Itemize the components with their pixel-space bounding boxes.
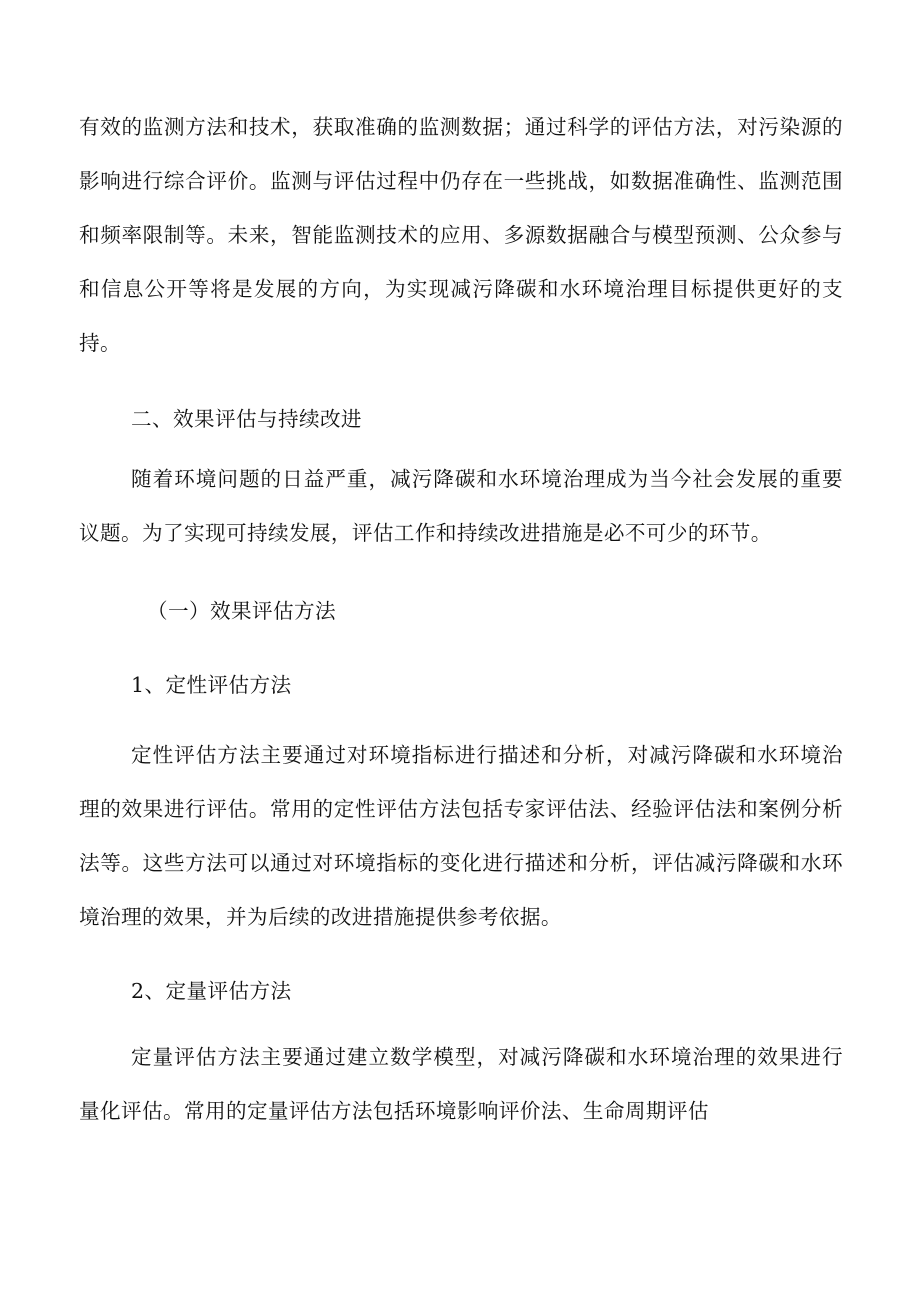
paragraph-quantitative-method: 定量评估方法主要通过建立数学模型，对减污降碳和水环境治理的效果进行量化评估。常用的定量评估方法包括环境影响评价法、生命周期评估 <box>79 1045 843 1123</box>
document-body <box>79 100 843 1138</box>
subsection-heading-evaluation-methods: （一）效果评估方法 <box>147 599 336 623</box>
item-heading-quantitative-method: 2、定量评估方法 <box>131 979 292 1003</box>
paragraph-qualitative-method: 定性评估方法主要通过对环境指标进行描述和分析，对减污降碳和水环境治理的效果进行评估。常用的定性评估方法包括专家评估法、经验评估法和案例分析法等。这些方法可以通过对环境指标的变化进行描述和分析，评估减污降碳和水环境治理的效果，并为后续的改进措施提供参考依据。 <box>79 743 843 929</box>
paragraph-monitoring-summary: 有效的监测方法和技术，获取准确的监测数据；通过科学的评估方法，对污染源的影响进行综合评价。监测与评估过程中仍存在一些挑战，如数据准确性、监测范围和频率限制等。未来，智能监测技术的应用、多源数据融合与模型预测、公众参与和信息公开等将是发展的方向，为实现减污降碳和水环境治理目标提供更好的支持。 <box>79 115 843 355</box>
item-heading-qualitative-method: 1、定性评估方法 <box>131 673 292 697</box>
section-heading-effect-evaluation: 二、效果评估与持续改进 <box>131 407 362 431</box>
paragraph-evaluation-intro: 随着环境问题的日益严重，减污降碳和水环境治理成为当今社会发展的重要议题。为了实现可持续发展，评估工作和持续改进措施是必不可少的环节。 <box>79 467 843 545</box>
